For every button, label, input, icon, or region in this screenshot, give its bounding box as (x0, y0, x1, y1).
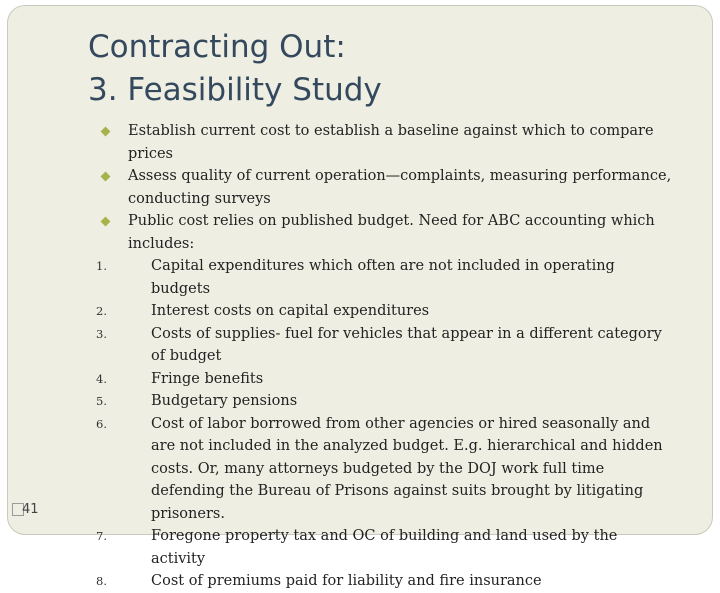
diamond-bullet-icon (101, 127, 111, 137)
list-number: 1. (96, 259, 107, 273)
numbered-item-text: Foregone property tax and OC of building and land used by the activity (151, 528, 618, 567)
numbered-item (8, 570, 714, 593)
bullet-text: Establish current cost to establish a baseline against which to compare prices (128, 123, 654, 162)
list-number: 8. (96, 574, 107, 588)
list-number: 5. (96, 394, 107, 408)
numbered-item-text: Capital expenditures which often are not included in operating budgets (151, 258, 615, 297)
title-line-2: 3. Feasibility Study (88, 72, 382, 108)
bullet-text: Public cost relies on published budget. Need for ABC accounting which includes: (128, 213, 655, 252)
numbered-item (8, 368, 714, 391)
numbered-item-text: Interest costs on capital expenditures (151, 303, 430, 319)
numbered-item-text: Cost of labor borrowed from other agencies or hired seasonally and are not included in the analyzed budget. E.g. hierarchical and hidden costs. Or, many attorneys budgeted by the DOJ work full time defending the Bureau of Prisons against suits brought by litigating prisoners. (151, 415, 663, 522)
numbered-item-text: Costs of supplies- fuel for vehicles that appear in a different category of budget (151, 325, 662, 364)
numbered-item-text: Cost of premiums paid for liability and fire insurance (151, 573, 542, 589)
page-number: 41 (22, 502, 39, 517)
numbered-item (8, 390, 714, 413)
bullet-text: Assess quality of current operation—complaints, measuring performance, conducting surveys (128, 168, 672, 207)
bullet-item (8, 120, 714, 165)
numbered-item-text: Budgetary pensions (151, 393, 298, 409)
bullet-item (8, 210, 714, 255)
bullet-item (8, 165, 714, 210)
diamond-bullet-icon (101, 172, 111, 182)
title-line-1: Contracting Out: (88, 29, 346, 65)
slide-title (88, 26, 382, 112)
diamond-bullet-icon (101, 217, 111, 227)
list-number: 4. (96, 371, 107, 386)
list-number: 3. (96, 326, 107, 341)
list-number: 7. (96, 529, 107, 543)
numbered-item (8, 525, 714, 570)
slide-content (8, 120, 714, 593)
numbered-item (8, 300, 714, 323)
slide (7, 5, 713, 589)
numbered-item (8, 323, 714, 368)
list-number: 6. (96, 416, 107, 431)
numbered-item (8, 255, 714, 300)
numbered-item-text: Fringe benefits (151, 370, 264, 387)
numbered-item (8, 413, 714, 526)
list-number: 2. (96, 304, 107, 318)
